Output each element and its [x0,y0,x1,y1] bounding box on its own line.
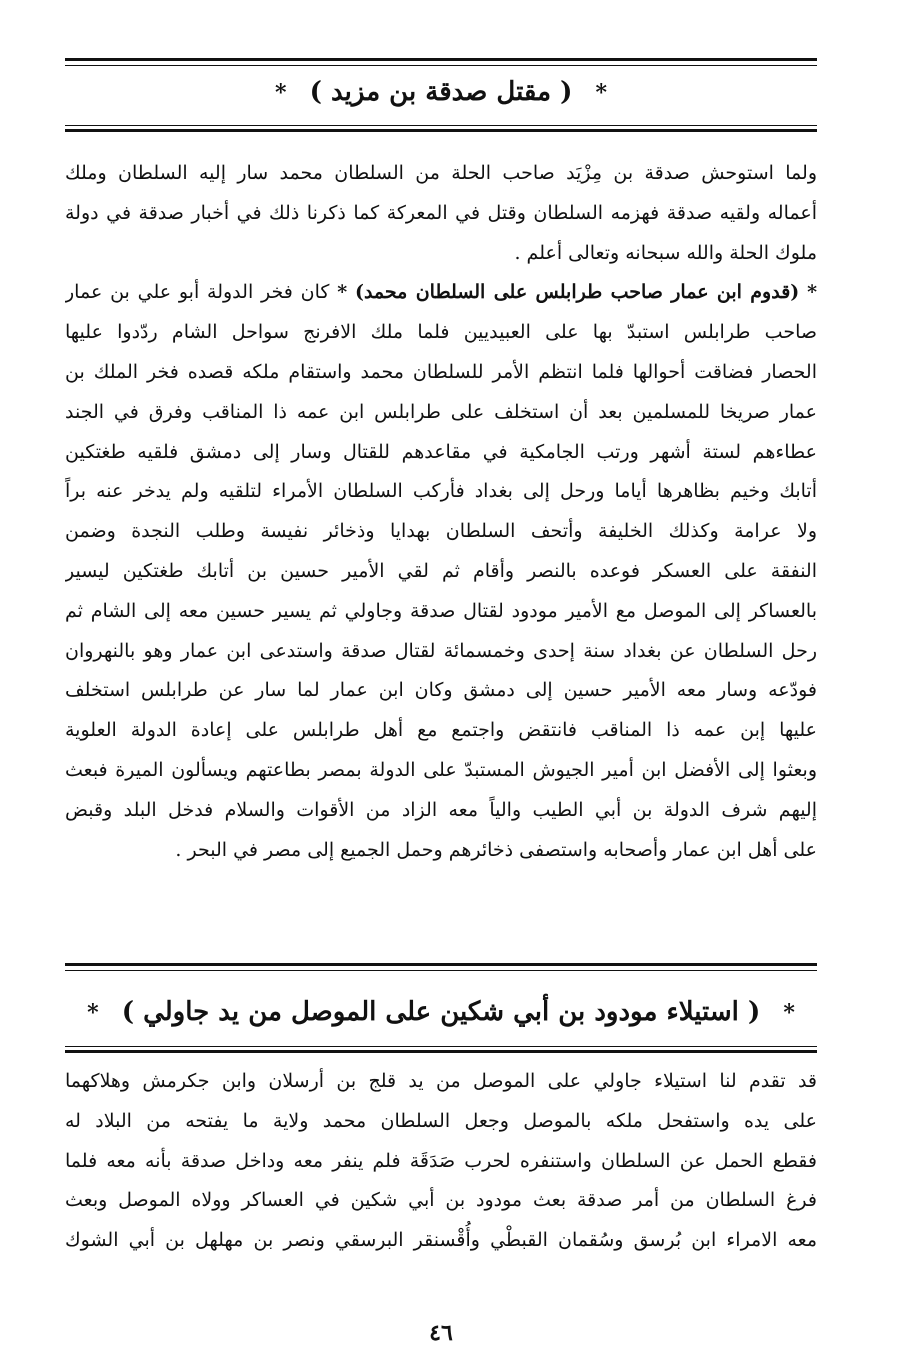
text-line: أتابك وخيم بظاهرها أياما ورحل إلى بغداد فأركب السلطان الأمراء لتلقيه ولم يدخر عنه براً [65,480,817,503]
section-1-body [65,154,817,870]
section-2-body [65,1062,817,1261]
heading-rule-1-upper [65,125,817,126]
section-2-rule-lower [65,970,817,971]
heading-rule-2-lower [65,1050,817,1053]
text-line: رحل السلطان عن بغداد سنة إحدى وخمسمائة لقتال صدقة واستدعى ابن عمار وهو بالنهروان [65,639,817,662]
text-line: فقطع الحمل عن السلطان واستنفره لحرب صَدَقَة فلم ينفر معه وداخل صدقة بأنه معه فلما [65,1149,817,1172]
text-line: ولا عرامة وكذلك الخليفة وأتحف السلطان بهدايا وذخائر نفيسة وطلب النجدة وضمن [65,520,817,543]
text-line: ملوك الحلة والله سبحانه وتعالى أعلم . [514,241,817,264]
subsection-first-text: كان فخر الدولة أبو علي بن عمار [65,281,330,304]
text-line: معه الامراء ابن بُرسق وسُقمان القبطْي وأُقْسنقر البرسقي ونصر بن مهلهل بن أبي الشوك [65,1229,817,1252]
section-heading-1 [65,72,817,113]
text-line: الحصار فضاقت أحوالها فلما انتظم الأمر للسلطان محمد واستقام ملكه قصده فخر الملك بن [65,360,817,383]
star-ornament: * [595,80,607,106]
subsection-first-line [65,273,817,313]
star-ornament: * [783,1000,795,1026]
subsection-star: * [807,281,817,304]
text-line: النفقة على العسكر فوعده بالنصر وأقام ثم لقي الأمير حسين بن أتابك طغتكين ليسير [65,559,817,582]
star-ornament: * [275,80,287,106]
text-line: ولما استوحش صدقة بن مِزْيَد صاحب الحلة من السلطان محمد سار إليه السلطان وملك [65,162,817,184]
text-line: أعماله ولقيه صدقة فهزمه السلطان وقتل في المعركة كما ذكرنا ذلك في أخبار صدقة في دولة [65,201,817,224]
section-title-2: ( استيلاء مودود بن أبي شكين على الموصل من يد جاولي ) [121,997,761,1027]
top-rule-upper [65,58,817,61]
heading-rule-1-lower [65,129,817,132]
text-line: عمار صريخا للمسلمين بعد أن استخلف على طرابلس ابن عمه ذا المناقب وفرق في الجند [65,400,817,423]
subsection-star: * [337,281,348,304]
section-heading-2 [65,992,817,1033]
text-line: فرغ السلطان من أمر صدقة بعث مودود بن أبي شكين في العساكر وولاه الموصل وبعث [65,1189,817,1212]
text-line: عطاءهم لستة أشهر ورتب الجامكية في مقاعدهم للقتال وسار إلى دمشق فلقيه طغتكين [65,440,817,463]
text-line: قد تقدم لنا استيلاء جاولي على الموصل من يد قلج بن أرسلان وابن جكرمش وهلاكهما [65,1070,817,1092]
top-rule-lower [65,65,817,66]
book-page [65,0,817,1365]
text-line: عليها إبن عمه ذا المناقب فانتقض واجتمع مع أهل طرابلس على إعادة الدولة العلوية [65,719,817,742]
text-line: وبعثوا إلى الأفضل ابن أمير الجيوش المستبدّ على الدولة بمصر بطاعتهم ويسألون الميرة فبعث [65,758,817,781]
text-line: على أهل ابن عمار وأصحابه واستصفى ذخائرهم وحمل الجميع إلى مصر في البحر . [175,838,817,861]
heading-rule-2-upper [65,1046,817,1047]
text-line: على يده واستفحل ملكه بالموصل وجعل السلطان محمد ولاية ما يفتحه من البلاد له [65,1109,817,1132]
section-2-rule-upper [65,963,817,966]
text-line: إليهم شرف الدولة بن أبي الطيب والياً معه الزاد من الأقوات والسلام فدخل البلد وقبض [65,798,817,821]
star-ornament: * [87,1000,99,1026]
text-line: بالعساكر إلى الموصل مع الأمير مودود لقتال صدقة وجاولي ثم يسير حسين معه إلى الشام ثم [65,599,817,622]
text-line: صاحب طرابلس استبدّ بها على العبيديين فلما ملك الافرنج سواحل الشام ردّدوا عليها [65,321,817,344]
section-title-1: ( مقتل صدقة بن مزيد ) [309,77,573,107]
page-number: ٤٦ [429,1320,453,1346]
text-line: فودّعه وسار معه الأمير حسين إلى دمشق وكان ابن عمار لما سار عن طرابلس استخلف [65,679,817,702]
subsection-title: (قدوم ابن عمار صاحب طرابلس على السلطان محمد) [354,281,800,304]
